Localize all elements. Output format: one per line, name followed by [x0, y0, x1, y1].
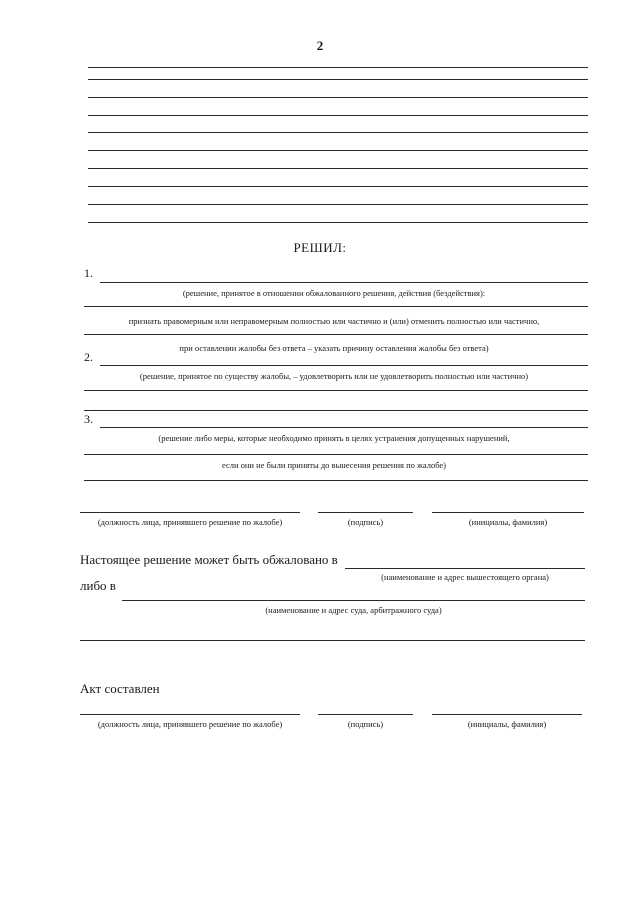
position-caption: (должность лица, принявшего решение по жалобе) — [97, 517, 283, 527]
item-2-field[interactable] — [84, 390, 588, 391]
blank-line — [88, 67, 588, 68]
page-number: 2 — [316, 38, 324, 53]
item-3-caption: если они не были приняты до вынесения решения по жалобе) — [221, 460, 447, 470]
name-field[interactable] — [432, 512, 584, 513]
blank-line — [88, 186, 588, 187]
item-2-field[interactable] — [100, 365, 588, 366]
signature-caption: (подпись) — [347, 719, 384, 729]
appeal-text: Настоящее решение может быть обжаловано в — [80, 552, 338, 567]
item-3-caption: (решение либо меры, которые необходимо принять в целях устранения допущенных нарушений, — [158, 433, 510, 443]
signature-field[interactable] — [318, 714, 413, 715]
appeal-court-caption: (наименование и адрес суда, арбитражного суда) — [265, 605, 442, 615]
signature-caption: (подпись) — [347, 517, 384, 527]
blank-line — [88, 204, 588, 205]
item-1-caption: признать правомерным или неправомерным полностью или частично и (или) отменить полностью или частично, — [128, 316, 540, 326]
item-3-field[interactable] — [84, 454, 588, 455]
item-1-field[interactable] — [84, 334, 588, 335]
signature-field[interactable] — [318, 512, 413, 513]
position-caption: (должность лица, принявшего решение по жалобе) — [97, 719, 283, 729]
item-1-caption: (решение, принятое в отношении обжалованного решения, действия (бездействия): — [182, 288, 486, 298]
item-1-field[interactable] — [84, 306, 588, 307]
name-field[interactable] — [432, 714, 582, 715]
blank-line — [88, 115, 588, 116]
blank-line — [88, 132, 588, 133]
appeal-extra-field[interactable] — [80, 640, 585, 641]
name-caption: (инициалы, фамилия) — [468, 517, 548, 527]
item-1-number: 1. — [84, 266, 93, 280]
name-caption: (инициалы, фамилия) — [467, 719, 547, 729]
item-2-field[interactable] — [84, 410, 588, 411]
item-2-caption: (решение, принятое по существу жалобы, – удовлетворить или не удовлетворить полностью или частично) — [139, 371, 529, 381]
decision-heading: РЕШИЛ: — [293, 240, 347, 255]
blank-line — [88, 222, 588, 223]
item-3-field[interactable] — [100, 427, 588, 428]
position-field[interactable] — [80, 512, 300, 513]
appeal-authority-field[interactable] — [345, 568, 585, 569]
blank-line — [88, 97, 588, 98]
item-3-number: 3. — [84, 412, 93, 426]
appeal-court-field[interactable] — [122, 600, 585, 601]
item-1-caption: при оставлении жалобы без ответа – указать причину оставления жалобы без ответа) — [179, 343, 489, 353]
item-2-number: 2. — [84, 350, 93, 364]
position-field[interactable] — [80, 714, 300, 715]
appeal-authority-caption: (наименование и адрес вышестоящего органа) — [381, 572, 549, 582]
item-1-field[interactable] — [100, 282, 588, 283]
blank-line — [88, 79, 588, 80]
blank-line — [88, 150, 588, 151]
item-3-field[interactable] — [84, 480, 588, 481]
act-composed-text: Акт составлен — [80, 681, 160, 696]
blank-line — [88, 168, 588, 169]
appeal-or-text: либо в — [80, 578, 116, 593]
